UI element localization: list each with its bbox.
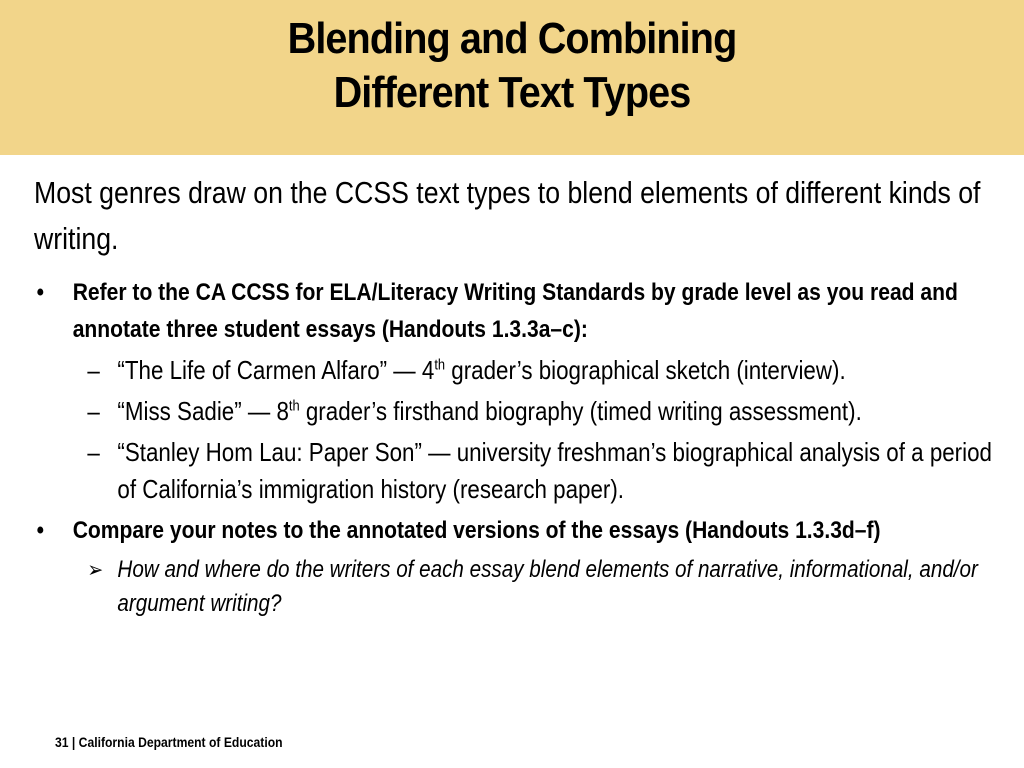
- dash-marker: –: [87, 355, 100, 385]
- title-line-2: Different Text Types: [333, 68, 691, 117]
- essay-1-ordinal: th: [434, 356, 446, 374]
- arrow-bullet-icon: ➢: [87, 557, 104, 582]
- essay-2-text: “Miss Sadie” — 8: [117, 396, 289, 426]
- slide-title: [51, 12, 973, 120]
- bullet-text: Compare your notes to the annotated versions of the essays (Handouts 1.3.3d–f): [72, 517, 881, 544]
- bullet-marker: •: [36, 517, 44, 544]
- bullet-marker: •: [36, 279, 44, 306]
- page-number: 31: [55, 735, 69, 750]
- title-band: [0, 0, 1024, 155]
- sub-item-question: [34, 553, 997, 621]
- essay-1-text-rest: grader’s biographical sketch (interview).: [445, 355, 846, 385]
- essay-1-text: “The Life of Carmen Alfaro” — 4: [117, 355, 435, 385]
- footer-separator: |: [68, 735, 79, 750]
- dash-marker: –: [87, 396, 100, 426]
- dash-marker: –: [87, 437, 100, 467]
- question-text: How and where do the writers of each essay blend elements of narrative, informational, and/or argument writing?: [117, 556, 978, 617]
- slide-body: [34, 170, 992, 621]
- bullet-text: Refer to the CA CCSS for ELA/Literacy Writing Standards by grade level as you read and annotate three student essays (Handouts 1.3.3a–c):: [72, 279, 958, 343]
- organization-name: California Department of Education: [78, 735, 283, 750]
- intro-text: Most genres draw on the CCSS text types to blend elements of different kinds of writing.: [34, 175, 981, 256]
- sub-item-essay-1: [34, 352, 997, 389]
- essay-2-ordinal: th: [288, 397, 300, 415]
- sub-item-essay-2: [34, 393, 997, 430]
- bullet-item: [34, 512, 997, 549]
- bullet-item: [34, 274, 997, 348]
- slide-footer: [55, 735, 283, 750]
- essay-2-text-rest: grader’s firsthand biography (timed writing assessment).: [299, 396, 862, 426]
- sub-item-essay-3: [34, 434, 997, 508]
- essay-3-text: “Stanley Hom Lau: Paper Son” — university freshman’s biographical analysis of a period of California’s immigration history (research paper).: [117, 437, 992, 504]
- title-line-1: Blending and Combining: [287, 14, 737, 63]
